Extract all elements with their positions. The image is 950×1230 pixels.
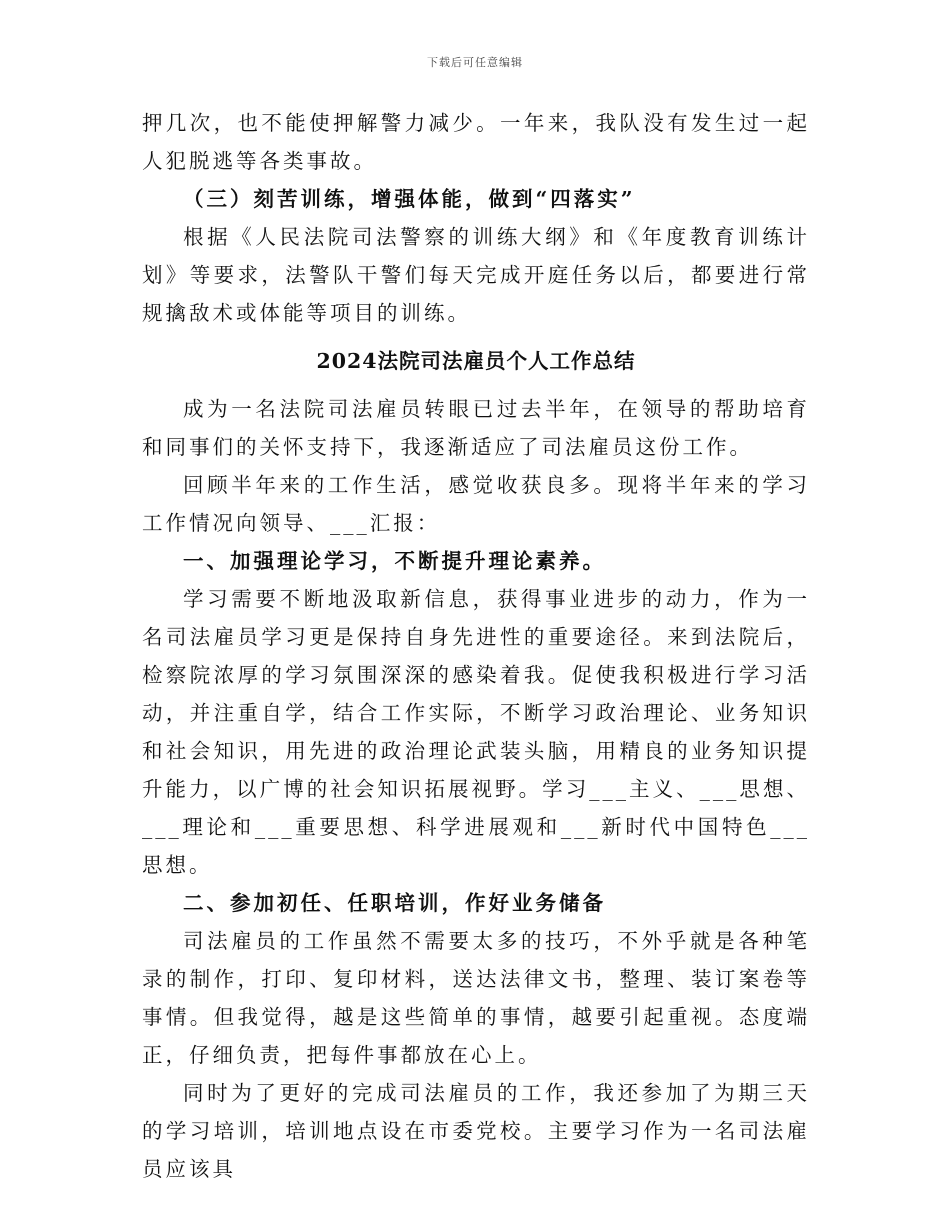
- paragraph: 司法雇员的工作虽然不需要太多的技巧，不外乎就是各种笔录的制作，打印、复印材料，送达法律文书，整理、装订案卷等事情。但我觉得，越是这些简单的事情，越要引起重视。态度端正，仔细负责，把每件事都放在心上。: [142, 929, 810, 1067]
- paragraph: 回顾半年来的工作生活，感觉收获良多。现将半年来的学习工作情况向领导、___汇报：: [142, 473, 810, 535]
- page-header: 下载后可任意编辑: [427, 56, 523, 69]
- section-heading: 一、加强理论学习，不断提升理论素养。: [183, 549, 606, 573]
- paragraph: 押几次，也不能使押解警力减少。一年来，我队没有发生过一起人犯脱逃等各类事故。: [142, 111, 810, 173]
- section-heading: （三）刻苦训练，增强体能，做到“四落实”: [183, 187, 636, 211]
- document-body: [142, 104, 810, 1188]
- paragraph: 成为一名法院司法雇员转眼已过去半年，在领导的帮助培育和同事们的关怀支持下，我逐渐适应了司法雇员这份工作。: [142, 397, 810, 459]
- paragraph: 根据《人民法院司法警察的训练大纲》和《年度教育训练计划》等要求，法警队干警们每天完成开庭任务以后，都要进行常规擒敌术或体能等项目的训练。: [142, 225, 810, 325]
- document-title: 2024法院司法雇员个人工作总结: [316, 349, 636, 373]
- section-heading: 二、参加初任、任职培训，作好业务储备: [183, 891, 606, 915]
- paragraph: 同时为了更好的完成司法雇员的工作，我还参加了为期三天的学习培训，培训地点设在市委党校。主要学习作为一名司法雇员应该具: [142, 1081, 810, 1181]
- paragraph: 学习需要不断地汲取新信息，获得事业进步的动力，作为一名司法雇员学习更是保持自身先进性的重要途径。来到法院后，检察院浓厚的学习氛围深深的感染着我。促使我积极进行学习活动，并注重自学，结合工作实际，不断学习政治理论、业务知识和社会知识，用先进的政治理论武装头脑，用精良的业务知识提升能力，以广博的社会知识拓展视野。学习___主义、___思想、___理论和___重要思想、科学进展观和___新时代中国特色___思想。: [142, 587, 810, 877]
